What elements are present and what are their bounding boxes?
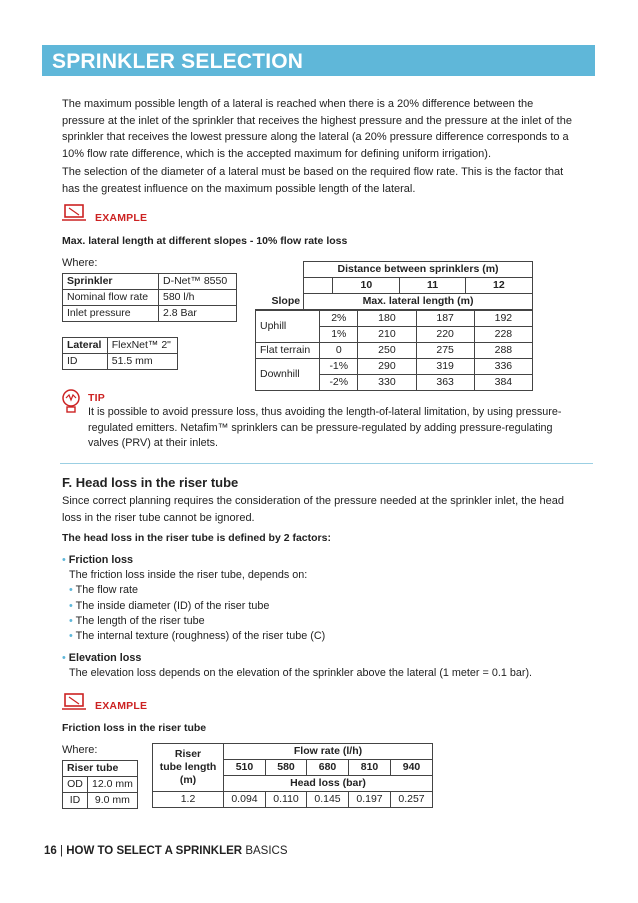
- table-cell: 51.5 mm: [107, 354, 177, 370]
- page-title: SPRINKLER SELECTION: [52, 50, 304, 73]
- table-row: [63, 793, 138, 809]
- slope-group: Downhill: [256, 359, 320, 391]
- list-item: [62, 629, 602, 644]
- text-line: has the greatest influence on the maximum possible length of the lateral.: [62, 182, 416, 195]
- table-cell: 187: [416, 311, 474, 327]
- sprinkler-table: [62, 273, 237, 322]
- intro-paragraph-1: [62, 96, 602, 162]
- table-cell: 250: [358, 343, 416, 359]
- table-cell: 228: [474, 327, 532, 343]
- flow-rate-table: [152, 743, 433, 808]
- table-cell: 0.197: [349, 792, 391, 808]
- text-line: sprinkler that receives the lowest pressure along the lateral (a 20% pressure difference corresponds to a: [62, 131, 569, 143]
- table-cell: 940: [391, 760, 433, 776]
- table-cell: 290: [358, 359, 416, 375]
- table-cell: 0.094: [224, 792, 266, 808]
- table-cell: 0.110: [265, 792, 306, 808]
- table-cell: Riser tube: [63, 761, 138, 777]
- table-cell: 330: [358, 375, 416, 391]
- slope-table-body: [255, 310, 533, 391]
- bullet-icon: •: [62, 652, 66, 664]
- list-item-text: The length of the riser tube: [75, 614, 205, 627]
- flow-rate-header: Flow rate (l/h): [224, 744, 433, 760]
- lightbulb-icon: [60, 388, 82, 416]
- text-line: pressure at the inlet of the sprinkler that receives the highest pressure and the pressure at the inlet of the: [62, 114, 572, 127]
- list-item: [62, 599, 602, 614]
- text-line: The maximum possible length of a lateral is reached when there is a 20% difference between the: [62, 98, 534, 110]
- riser-table: [62, 760, 138, 809]
- bullet-icon: •: [69, 630, 73, 643]
- table-cell: Sprinkler: [63, 274, 159, 290]
- bullet-icon: •: [62, 554, 66, 566]
- table-cell: 810: [349, 760, 391, 776]
- text-line: valves (PRV) at their inlets.: [88, 437, 219, 449]
- table-cell: 319: [416, 359, 474, 375]
- list-item-text: The flow rate: [75, 584, 139, 597]
- section-divider: [60, 463, 593, 464]
- table-cell: 363: [416, 375, 474, 391]
- text-line: loss in the riser tube cannot be ignored.: [62, 511, 255, 524]
- slope-group: Flat terrain: [256, 343, 320, 359]
- table-cell: 275: [416, 343, 474, 359]
- riser-length-header: [153, 744, 224, 792]
- example-label: EXAMPLE: [95, 212, 148, 224]
- where-label: Where:: [62, 257, 98, 269]
- table-cell: 1%: [320, 327, 358, 343]
- slope-group: Uphill: [256, 311, 320, 343]
- table-cell: Inlet pressure: [63, 306, 159, 322]
- table-row: [63, 290, 237, 306]
- bullet-icon: •: [69, 584, 73, 597]
- example-heading: Max. lateral length at different slopes - 10% flow rate loss: [62, 235, 348, 247]
- table-row: [153, 744, 433, 760]
- distance-11: 11: [400, 278, 465, 294]
- text-line: 10% flow rate difference, which is the accepted maximum for defining uniform irrigation).: [62, 147, 491, 160]
- factors-heading: The head loss in the riser tube is defined by 2 factors:: [62, 532, 331, 544]
- table-row: [63, 761, 138, 777]
- table-cell: 0.145: [307, 792, 349, 808]
- elevation-section: [62, 651, 602, 681]
- table-row: [63, 338, 178, 354]
- table-cell: 2.8 Bar: [159, 306, 237, 322]
- table-cell: 580 l/h: [159, 290, 237, 306]
- bullet-icon: •: [69, 599, 73, 612]
- friction-section: [62, 553, 602, 644]
- distance-12: 12: [465, 278, 532, 294]
- table-cell: FlexNet™ 2": [107, 338, 177, 354]
- footer-title: HOW TO SELECT A SPRINKLER: [66, 845, 243, 857]
- text-line: It is possible to avoid pressure loss, thus avoiding the length-of-lateral limitation, by using pressure-: [88, 406, 562, 418]
- list-item-text: The inside diameter (ID) of the riser tube: [75, 599, 270, 612]
- table-cell: 580: [265, 760, 306, 776]
- page-number: 16: [44, 845, 57, 857]
- table-cell: 384: [474, 375, 532, 391]
- footer-suffix: BASICS: [245, 845, 288, 857]
- table-row: [256, 359, 533, 375]
- table-row: [256, 311, 533, 327]
- table-cell: 180: [358, 311, 416, 327]
- head-loss-header: Head loss (bar): [224, 776, 433, 792]
- where-label: Where:: [62, 744, 98, 756]
- table-cell: 510: [224, 760, 266, 776]
- header-line: Riser: [174, 748, 202, 760]
- text-line: regulated emitters. Netafim™ sprinklers can be pressure-regulated by adding pressure-regulating: [88, 421, 553, 434]
- tip-label: TIP: [88, 392, 105, 404]
- intro-paragraph-2: [62, 164, 602, 197]
- slope-table: [255, 261, 533, 310]
- elevation-text: The elevation loss depends on the elevation of the sprinkler above the lateral (1 meter = 0.1 bar).: [69, 667, 533, 680]
- text-line: The selection of the diameter of a lateral must be based on the required flow rate. This is the factor that: [62, 166, 564, 178]
- table-cell: 680: [307, 760, 349, 776]
- slope-header: Slope: [255, 262, 304, 310]
- list-item: [62, 651, 602, 666]
- table-cell: 0: [320, 343, 358, 359]
- header-line: tube length: [159, 761, 217, 773]
- table-cell: 210: [358, 327, 416, 343]
- table-cell: ID: [63, 354, 108, 370]
- example-heading: Friction loss in the riser tube: [62, 722, 207, 734]
- table-cell: 12.0 mm: [87, 777, 137, 793]
- list-item-text: The internal texture (roughness) of the riser tube (C): [75, 630, 326, 643]
- list-item: [62, 614, 602, 629]
- table-row: [63, 354, 178, 370]
- table-cell: -1%: [320, 359, 358, 375]
- laptop-icon: [60, 692, 88, 714]
- table-cell: 336: [474, 359, 532, 375]
- text-line: Since correct planning requires the consideration of the pressure needed at the sprinkler inlet, the head: [62, 495, 565, 507]
- section-paragraph: [62, 493, 602, 526]
- table-cell: 1.2: [153, 792, 224, 808]
- table-cell: 220: [416, 327, 474, 343]
- table-cell: D-Net™ 8550: [159, 274, 237, 290]
- friction-intro: The friction loss inside the riser tube, depends on:: [69, 569, 308, 582]
- elevation-title: Elevation loss: [68, 652, 142, 664]
- table-cell: 192: [474, 311, 532, 327]
- distance-header: Distance between sprinklers (m): [304, 262, 533, 278]
- lateral-table: [62, 337, 178, 370]
- table-cell: Lateral: [63, 338, 108, 354]
- section-title: F. Head loss in the riser tube: [62, 475, 239, 490]
- friction-title: Friction loss: [68, 554, 133, 566]
- example-label: EXAMPLE: [95, 700, 148, 712]
- table-row: [63, 777, 138, 793]
- table-row: [63, 306, 237, 322]
- max-length-header: Max. lateral length (m): [304, 294, 533, 310]
- list-item: [62, 583, 602, 598]
- list-item: [62, 553, 602, 568]
- table-row: [256, 343, 533, 359]
- header-line: (m): [179, 774, 197, 786]
- table-cell: 2%: [320, 311, 358, 327]
- table-cell: Nominal flow rate: [63, 290, 159, 306]
- table-row: [63, 274, 237, 290]
- table-cell: OD: [63, 777, 88, 793]
- table-row: [153, 792, 433, 808]
- table-cell: 0.257: [391, 792, 433, 808]
- laptop-icon: [60, 203, 88, 225]
- bullet-icon: •: [69, 614, 73, 627]
- page-footer: 16 | HOW TO SELECT A SPRINKLER BASICS: [44, 845, 288, 857]
- table-cell: 9.0 mm: [87, 793, 137, 809]
- table-cell: -2%: [320, 375, 358, 391]
- table-row: [255, 262, 533, 278]
- tip-text: [88, 405, 598, 452]
- table-cell: 288: [474, 343, 532, 359]
- table-cell: ID: [63, 793, 88, 809]
- distance-10: 10: [333, 278, 400, 294]
